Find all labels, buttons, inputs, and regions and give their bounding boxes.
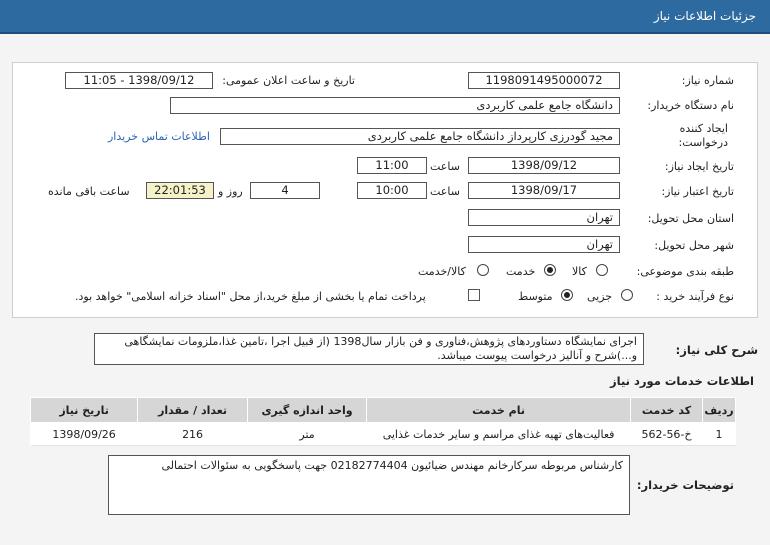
buyer-notes-label: توضیحات خریدار:: [636, 478, 734, 492]
created-date-field: 1398/09/12: [468, 157, 620, 174]
col-header-row-number: ردیف: [703, 398, 736, 423]
city-label: شهر محل تحویل:: [654, 239, 734, 252]
process-label: نوع فرآیند خرید :: [656, 290, 734, 303]
treasury-payment-checkbox[interactable]: [468, 289, 480, 301]
buyer-contact-link[interactable]: اطلاعات تماس خریدار: [108, 130, 210, 143]
category-option-service: خدمت: [506, 265, 536, 278]
days-remaining-field: 4: [250, 182, 320, 199]
services-section-title: اطلاعات خدمات مورد نیاز: [610, 374, 754, 388]
col-header-quantity: تعداد / مقدار: [138, 398, 248, 423]
province-field: تهران: [468, 209, 620, 226]
creator-field: مجید گودرزی کارپرداز دانشگاه جامع علمی کاربردی: [220, 128, 620, 145]
category-option-goods: کالا: [572, 265, 587, 278]
validity-date-field: 1398/09/17: [468, 182, 620, 199]
process-radio-medium[interactable]: [561, 289, 573, 301]
created-time-label: ساعت: [430, 160, 460, 173]
treasury-payment-note: پرداخت تمام یا بخشی از مبلغ خرید،از محل "اسناد خزانه اسلامی" خواهد بود.: [75, 290, 426, 303]
validity-date-label: تاریخ اعتبار نیاز:: [661, 185, 734, 198]
col-header-unit: واحد اندازه گیری: [247, 398, 366, 423]
announce-field: 1398/09/12 - 11:05: [65, 72, 213, 89]
cell-unit: متر: [247, 423, 366, 446]
days-label: روز و: [218, 185, 243, 198]
services-table: [30, 397, 736, 446]
cell-service-name: فعالیت‌های تهیه غذای مراسم و سایر خدمات غذایی: [367, 423, 631, 446]
process-option-minor: جزیی: [587, 290, 613, 303]
buyer-notes-field: کارشناس مربوطه سرکارخانم مهندس ضیائیون 02182774404 جهت پاسخگویی به سئوالات احتمالی: [108, 455, 630, 515]
description-label: شرح کلی نیاز:: [675, 343, 758, 357]
col-header-need-date: تاریخ نیاز: [31, 398, 138, 423]
province-label: استان محل تحویل:: [647, 212, 734, 225]
buyer-org-label: نام دستگاه خریدار:: [647, 99, 734, 112]
services-header-row: [31, 398, 736, 423]
col-header-service-code: کد خدمت: [630, 398, 702, 423]
page-title: جزئیات اطلاعات نیاز: [653, 9, 756, 23]
remaining-time-field: 22:01:53: [146, 182, 214, 199]
category-label: طبقه بندی موضوعی:: [636, 265, 734, 278]
process-option-medium: متوسط: [518, 290, 553, 303]
cell-need-date: 1398/09/26: [31, 423, 138, 446]
creator-label: ایجاد کننده درخواست:: [678, 122, 728, 149]
remaining-label: ساعت باقی مانده: [48, 185, 130, 198]
cell-quantity: 216: [138, 423, 248, 446]
description-field: اجرای نمایشگاه دستاوردهای پژوهش،فناوری و فن بازار سال1398 (از قبیل اجرا ،تامین غذا،ملزومات نمایشگاهی و...)شرح و آنالیز درخواست پیوست میباشد.: [94, 333, 644, 365]
need-number-field: 1198091495000072: [468, 72, 620, 89]
page-header: [0, 0, 770, 34]
col-header-service-name: نام خدمت: [367, 398, 631, 423]
cell-row-number: 1: [703, 423, 736, 446]
process-radio-minor[interactable]: [621, 289, 633, 301]
table-row: [31, 423, 736, 446]
cell-service-code: خ-56-562: [630, 423, 702, 446]
created-time-field: 11:00: [357, 157, 427, 174]
announce-label: تاریخ و ساعت اعلان عمومی:: [222, 74, 355, 87]
category-radio-goods[interactable]: [596, 264, 608, 276]
category-radio-service[interactable]: [544, 264, 556, 276]
category-radio-goods-service[interactable]: [477, 264, 489, 276]
category-option-goods-service: کالا/خدمت: [418, 265, 466, 278]
validity-time-label: ساعت: [430, 185, 460, 198]
buyer-org-field: دانشگاه جامع علمی کاربردی: [170, 97, 620, 114]
created-date-label: تاریخ ایجاد نیاز:: [664, 160, 734, 173]
city-field: تهران: [468, 236, 620, 253]
validity-time-field: 10:00: [357, 182, 427, 199]
need-number-label: شماره نیاز:: [681, 74, 734, 87]
